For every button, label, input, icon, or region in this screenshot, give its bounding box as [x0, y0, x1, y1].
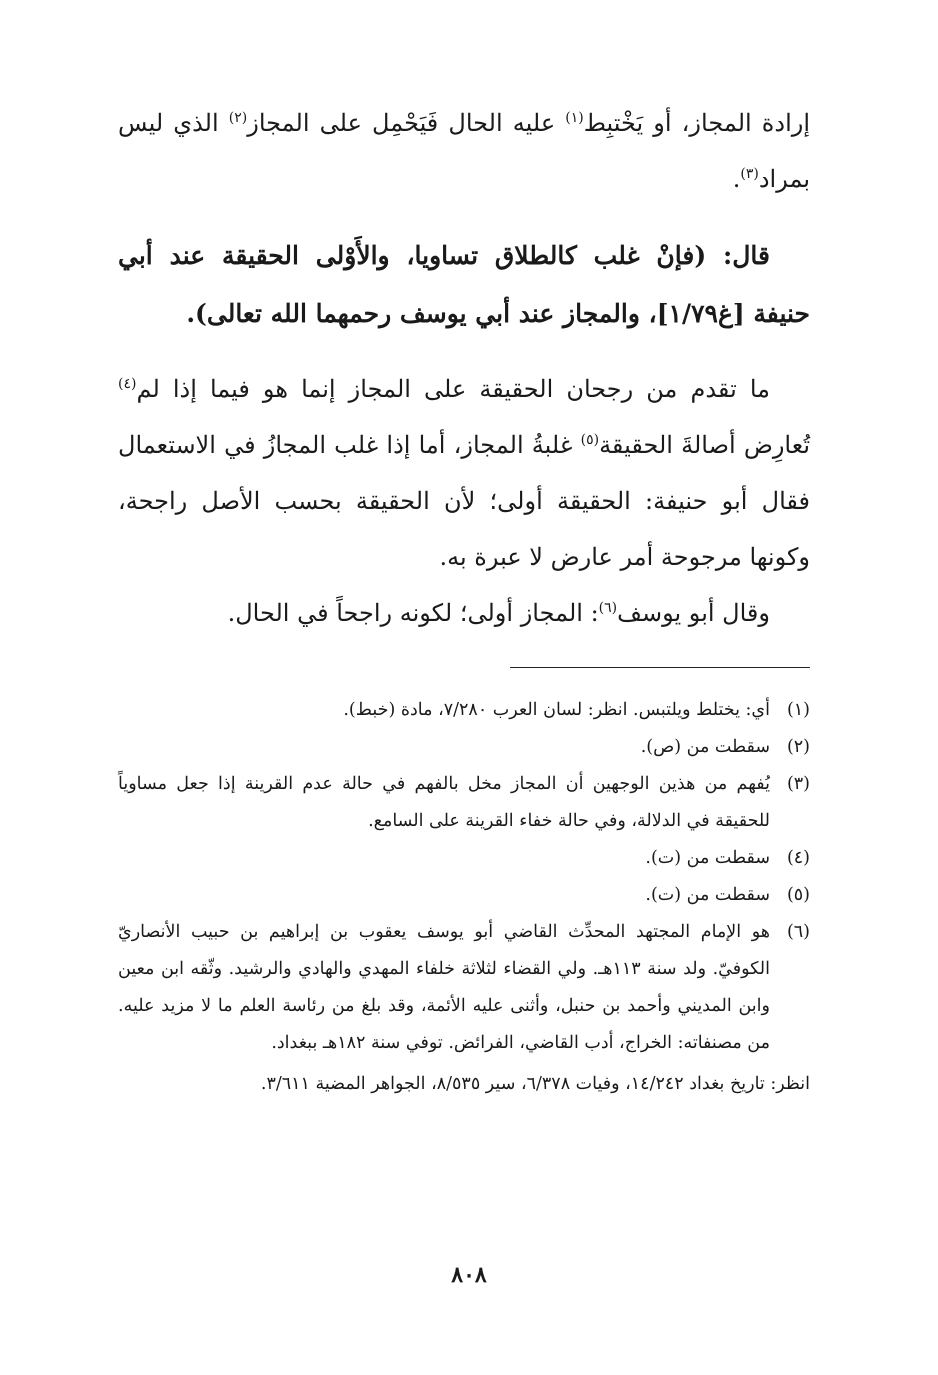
- footnote-ref-5: (٥): [580, 432, 600, 448]
- footnote-1: [118, 692, 810, 729]
- footnote-4: [118, 840, 810, 877]
- paragraph-2-text-b: تُعارِض أصالةَ الحقيقة: [599, 431, 810, 459]
- footnote-text: سقطت من (ت).: [645, 885, 770, 905]
- paragraph-3-text-b: : المجاز أولى؛ لكونه راجحاً في الحال.: [227, 599, 599, 627]
- footnote-number: (٤): [786, 848, 810, 868]
- page-content: [118, 95, 810, 1103]
- footnote-ref-3: (٣): [740, 166, 759, 182]
- paragraph-2-text-a: ما تقدم من رجحان الحقيقة على المجاز إنما هو فيما إذا لم: [136, 375, 770, 403]
- footnote-ref-2: (٢): [228, 110, 248, 126]
- footnote-text: يُفهم من هذين الوجهين أن المجاز مخل بالفهم في حالة عدم القرينة إذا جعل مساوياً للحقيقة في الدلالة، وفي حالة خفاء القرينة على السامع.: [118, 774, 770, 831]
- paragraph-1-text-a: إرادة المجاز، أو يَخْتبِط: [583, 109, 810, 137]
- footnote-number: (٦): [786, 922, 810, 942]
- quoted-matn: قال: (فإنْ غلب كالطلاق تساويا، والأَوْلى الحقيقة عند أبي حنيفة [غ١/٧٩]، والمجاز عند أبي يوسف رحمهما الله تعالى).: [118, 241, 810, 328]
- footnote-ref-4: (٤): [118, 376, 137, 392]
- footnote-separator: [510, 667, 810, 668]
- footnote-ref-1: (١): [565, 110, 584, 126]
- paragraph-1-text-d: .: [732, 165, 741, 193]
- page-number: ٨٠٨: [451, 1262, 487, 1288]
- paragraph-1-text-c: الذي ليس بمراد: [118, 109, 810, 193]
- paragraph-1-text-b: عليه الحال فَيَحْمِل على المجاز: [247, 109, 566, 137]
- footnote-number: (٣): [786, 774, 810, 794]
- footnote-ref-6: (٦): [598, 600, 618, 616]
- paragraph-3: [118, 585, 810, 641]
- footnote-text: هو الإمام المجتهد المحدِّث القاضي أبو يوسف يعقوب بن إبراهيم بن حبيب الأنصاريّ الكوفيّ. ولد سنة ١١٣هـ. ولي القضاء لثلاثة خلفاء المهدي والهادي والرشيد. وثّقه ابن معين وابن المديني وأحمد بن حنبل، وأثنى عليه الأئمة، وقد بلغ من رئاسة العلم ما لا مزيد عليه. من مصنفاته: الخراج، أدب القاضي، الفرائض. توفي سنة ١٨٢هـ ببغداد.: [118, 922, 770, 1053]
- paragraph-2: [118, 361, 810, 585]
- footnotes-section: [118, 692, 810, 1103]
- paragraph-1: [118, 95, 810, 207]
- footnote-5: [118, 877, 810, 914]
- footnote-text: سقطت من (ص).: [640, 737, 770, 757]
- footnote-number: (٥): [786, 885, 810, 905]
- footnote-text: أي: يختلط ويلتبس. انظر: لسان العرب ٧/٢٨٠، مادة (خبط).: [343, 700, 770, 720]
- footnote-6: [118, 914, 810, 1062]
- paragraph-2-text-c: غلبةُ المجاز، أما إذا غلب المجازُ في الاستعمال فقال أبو حنيفة: الحقيقة أولى؛ لأن الحقيقة بحسب الأصل راجحة، وكونها مرجوحة أمر عارض لا عبرة به.: [118, 431, 810, 571]
- footnote-text: سقطت من (ت).: [645, 848, 770, 868]
- footnote-2: [118, 729, 810, 766]
- footnote-3: [118, 766, 810, 840]
- footnote-number: (٢): [786, 737, 810, 757]
- footnote-references: انظر: تاريخ بغداد ١٤/٢٤٢، وفيات ٦/٣٧٨، سير ٨/٥٣٥، الجواهر المضية ٣/٦١١.: [260, 1074, 810, 1094]
- paragraph-3-text-a: وقال أبو يوسف: [617, 599, 770, 627]
- footnote-number: (١): [786, 700, 810, 720]
